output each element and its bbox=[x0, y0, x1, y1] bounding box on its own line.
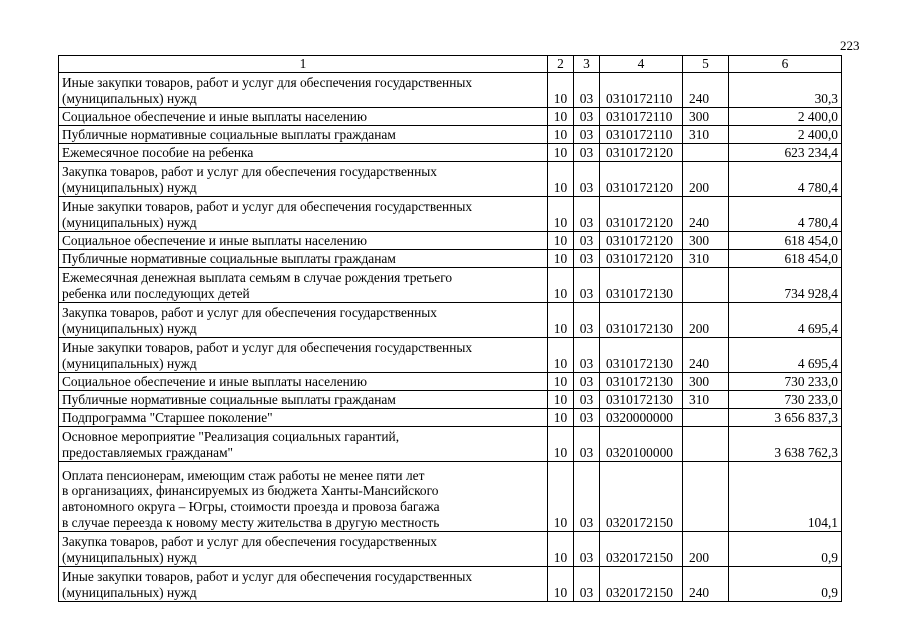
table-row bbox=[59, 408, 842, 426]
row-description: Закупка товаров, работ и услуг для обеспечения государственных (муниципальных) нужд bbox=[59, 531, 548, 566]
table-body bbox=[59, 72, 842, 601]
row-section: 10 bbox=[548, 408, 574, 426]
row-expense-type: 240 bbox=[683, 566, 729, 601]
header-col-5: 5 bbox=[683, 56, 729, 73]
row-section: 10 bbox=[548, 302, 574, 337]
row-amount: 734 928,4 bbox=[729, 267, 842, 302]
row-expense-type bbox=[683, 461, 729, 531]
row-description: Социальное обеспечение и иные выплаты населению bbox=[59, 231, 548, 249]
row-subsection: 03 bbox=[574, 143, 600, 161]
row-section: 10 bbox=[548, 566, 574, 601]
header-col-6: 6 bbox=[729, 56, 842, 73]
table-row bbox=[59, 337, 842, 372]
row-description: Иные закупки товаров, работ и услуг для обеспечения государственных (муниципальных) нужд bbox=[59, 72, 548, 107]
row-expense-type: 300 bbox=[683, 231, 729, 249]
row-amount: 104,1 bbox=[729, 461, 842, 531]
row-expense-type: 240 bbox=[683, 72, 729, 107]
row-expense-type: 240 bbox=[683, 337, 729, 372]
row-subsection: 03 bbox=[574, 302, 600, 337]
row-amount: 618 454,0 bbox=[729, 231, 842, 249]
row-section: 10 bbox=[548, 337, 574, 372]
row-target-article: 0310172120 bbox=[600, 231, 683, 249]
row-amount: 4 695,4 bbox=[729, 302, 842, 337]
row-amount: 4 780,4 bbox=[729, 196, 842, 231]
header-col-3: 3 bbox=[574, 56, 600, 73]
row-expense-type: 200 bbox=[683, 161, 729, 196]
row-subsection: 03 bbox=[574, 249, 600, 267]
row-section: 10 bbox=[548, 161, 574, 196]
table-row bbox=[59, 426, 842, 461]
table-row bbox=[59, 302, 842, 337]
row-amount: 3 656 837,3 bbox=[729, 408, 842, 426]
row-target-article: 0320000000 bbox=[600, 408, 683, 426]
row-section: 10 bbox=[548, 107, 574, 125]
row-subsection: 03 bbox=[574, 161, 600, 196]
table-row bbox=[59, 390, 842, 408]
row-target-article: 0310172110 bbox=[600, 125, 683, 143]
row-expense-type: 310 bbox=[683, 390, 729, 408]
row-description: Закупка товаров, работ и услуг для обеспечения государственных (муниципальных) нужд bbox=[59, 161, 548, 196]
row-target-article: 0310172120 bbox=[600, 143, 683, 161]
table-row bbox=[59, 461, 842, 531]
table-row bbox=[59, 196, 842, 231]
row-target-article: 0310172130 bbox=[600, 337, 683, 372]
row-section: 10 bbox=[548, 196, 574, 231]
row-amount: 3 638 762,3 bbox=[729, 426, 842, 461]
row-section: 10 bbox=[548, 231, 574, 249]
row-section: 10 bbox=[548, 72, 574, 107]
row-expense-type bbox=[683, 267, 729, 302]
row-expense-type: 310 bbox=[683, 249, 729, 267]
row-target-article: 0320172150 bbox=[600, 531, 683, 566]
row-expense-type: 300 bbox=[683, 372, 729, 390]
budget-table bbox=[58, 55, 842, 602]
row-expense-type: 240 bbox=[683, 196, 729, 231]
row-expense-type: 200 bbox=[683, 531, 729, 566]
page-number: 223 bbox=[840, 38, 860, 53]
row-description: Публичные нормативные социальные выплаты гражданам bbox=[59, 390, 548, 408]
row-description: Подпрограмма "Старшее поколение" bbox=[59, 408, 548, 426]
header-col-1: 1 bbox=[59, 56, 548, 73]
row-section: 10 bbox=[548, 143, 574, 161]
row-section: 10 bbox=[548, 390, 574, 408]
row-target-article: 0310172130 bbox=[600, 372, 683, 390]
row-expense-type: 200 bbox=[683, 302, 729, 337]
row-description: Социальное обеспечение и иные выплаты населению bbox=[59, 372, 548, 390]
row-description: Оплата пенсионерам, имеющим стаж работы не менее пяти лет в организациях, финансируемых из бюджета Ханты-Мансийского автономного округа – Югры, стоимости проезда и провоза багажа в случае переезда к новому месту жительства в другую местность bbox=[59, 461, 548, 531]
row-target-article: 0320172150 bbox=[600, 461, 683, 531]
table-row bbox=[59, 531, 842, 566]
row-subsection: 03 bbox=[574, 372, 600, 390]
row-subsection: 03 bbox=[574, 231, 600, 249]
table-row bbox=[59, 107, 842, 125]
row-target-article: 0320100000 bbox=[600, 426, 683, 461]
row-expense-type: 310 bbox=[683, 125, 729, 143]
header-col-2: 2 bbox=[548, 56, 574, 73]
table-header-row bbox=[59, 56, 842, 73]
table-row bbox=[59, 143, 842, 161]
row-description: Иные закупки товаров, работ и услуг для обеспечения государственных (муниципальных) нужд bbox=[59, 566, 548, 601]
row-subsection: 03 bbox=[574, 72, 600, 107]
row-target-article: 0310172110 bbox=[600, 107, 683, 125]
row-subsection: 03 bbox=[574, 531, 600, 566]
table-row bbox=[59, 125, 842, 143]
row-description: Иные закупки товаров, работ и услуг для обеспечения государственных (муниципальных) нужд bbox=[59, 337, 548, 372]
row-section: 10 bbox=[548, 125, 574, 143]
row-subsection: 03 bbox=[574, 566, 600, 601]
row-expense-type: 300 bbox=[683, 107, 729, 125]
row-subsection: 03 bbox=[574, 390, 600, 408]
row-amount: 2 400,0 bbox=[729, 125, 842, 143]
table-row bbox=[59, 267, 842, 302]
row-expense-type bbox=[683, 426, 729, 461]
row-target-article: 0310172120 bbox=[600, 161, 683, 196]
row-description: Публичные нормативные социальные выплаты гражданам bbox=[59, 249, 548, 267]
row-section: 10 bbox=[548, 249, 574, 267]
row-description: Основное мероприятие "Реализация социальных гарантий, предоставляемых гражданам" bbox=[59, 426, 548, 461]
row-target-article: 0320172150 bbox=[600, 566, 683, 601]
row-amount: 4 695,4 bbox=[729, 337, 842, 372]
row-amount: 30,3 bbox=[729, 72, 842, 107]
table-row bbox=[59, 249, 842, 267]
row-section: 10 bbox=[548, 461, 574, 531]
table-row bbox=[59, 231, 842, 249]
row-description: Публичные нормативные социальные выплаты гражданам bbox=[59, 125, 548, 143]
row-amount: 0,9 bbox=[729, 566, 842, 601]
row-subsection: 03 bbox=[574, 196, 600, 231]
row-subsection: 03 bbox=[574, 107, 600, 125]
row-target-article: 0310172130 bbox=[600, 390, 683, 408]
row-subsection: 03 bbox=[574, 408, 600, 426]
row-amount: 618 454,0 bbox=[729, 249, 842, 267]
row-section: 10 bbox=[548, 426, 574, 461]
row-description: Иные закупки товаров, работ и услуг для обеспечения государственных (муниципальных) нужд bbox=[59, 196, 548, 231]
row-target-article: 0310172110 bbox=[600, 72, 683, 107]
row-subsection: 03 bbox=[574, 267, 600, 302]
row-amount: 730 233,0 bbox=[729, 372, 842, 390]
row-description: Закупка товаров, работ и услуг для обеспечения государственных (муниципальных) нужд bbox=[59, 302, 548, 337]
row-target-article: 0310172130 bbox=[600, 267, 683, 302]
table-row bbox=[59, 372, 842, 390]
row-subsection: 03 bbox=[574, 125, 600, 143]
row-amount: 730 233,0 bbox=[729, 390, 842, 408]
row-subsection: 03 bbox=[574, 426, 600, 461]
row-section: 10 bbox=[548, 531, 574, 566]
row-description: Ежемесячная денежная выплата семьям в случае рождения третьего ребенка или последующих детей bbox=[59, 267, 548, 302]
table-row bbox=[59, 161, 842, 196]
row-description: Ежемесячное пособие на ребенка bbox=[59, 143, 548, 161]
row-description: Социальное обеспечение и иные выплаты населению bbox=[59, 107, 548, 125]
table-row bbox=[59, 72, 842, 107]
row-amount: 2 400,0 bbox=[729, 107, 842, 125]
row-section: 10 bbox=[548, 372, 574, 390]
row-amount: 0,9 bbox=[729, 531, 842, 566]
row-subsection: 03 bbox=[574, 337, 600, 372]
row-target-article: 0310172130 bbox=[600, 302, 683, 337]
row-section: 10 bbox=[548, 267, 574, 302]
row-target-article: 0310172120 bbox=[600, 196, 683, 231]
row-expense-type bbox=[683, 143, 729, 161]
row-amount: 4 780,4 bbox=[729, 161, 842, 196]
table-row bbox=[59, 566, 842, 601]
row-expense-type bbox=[683, 408, 729, 426]
row-target-article: 0310172120 bbox=[600, 249, 683, 267]
row-subsection: 03 bbox=[574, 461, 600, 531]
header-col-4: 4 bbox=[600, 56, 683, 73]
row-amount: 623 234,4 bbox=[729, 143, 842, 161]
